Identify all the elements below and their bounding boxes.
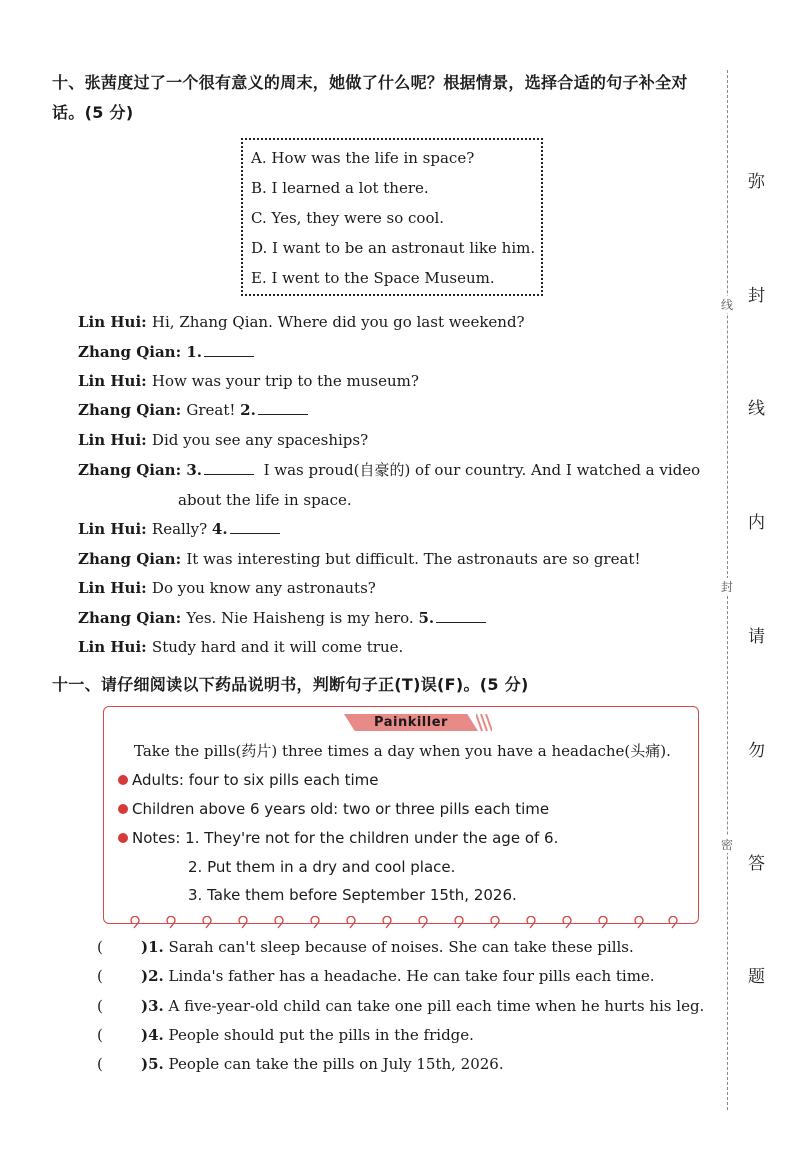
bullet-dot-icon	[118, 833, 128, 843]
dialog-line: Lin Hui: Hi, Zhang Qian. Where did you go last weekend?	[78, 313, 525, 331]
answer-blank[interactable]	[436, 608, 486, 623]
section-11-title: 十一、请仔细阅读以下药品说明书，判断句子正(T)误(F)。(5 分)	[52, 675, 529, 694]
judge-question	[97, 966, 655, 986]
option-d: D. I want to be an astronaut like him.	[251, 239, 536, 257]
answer-blank[interactable]	[258, 400, 308, 415]
question-text: Linda's father has a headache. He can take four pills each time.	[168, 967, 655, 985]
margin-char: 线	[748, 399, 765, 419]
blank-number: 2.	[240, 401, 256, 419]
bullet-dot-icon	[118, 775, 128, 785]
dialog-text: Hi, Zhang Qian. Where did you go last weekend?	[151, 313, 525, 331]
dialog-text: Yes. Nie Haisheng is my hero.	[186, 609, 419, 627]
seal-mark: 封	[720, 580, 733, 594]
answer-blank[interactable]	[204, 460, 254, 475]
answer-paren[interactable]: (	[97, 1055, 103, 1073]
judge-question	[97, 1054, 504, 1074]
answer-paren[interactable]: (	[97, 997, 103, 1015]
option-a: A. How was the life in space?	[251, 149, 475, 167]
question-number: )1.	[141, 938, 164, 956]
question-text: A five-year-old child can take one pill each time when he hurts his leg.	[168, 997, 705, 1015]
speaker-name: Lin Hui	[78, 638, 142, 656]
spiral-binding-decoration	[104, 916, 700, 930]
bullet-dot-icon	[118, 804, 128, 814]
dialog-text: How was your trip to the museum?	[151, 372, 419, 390]
notice-title: Painkiller	[374, 715, 448, 730]
dialog-line: Zhang Qian: 3. I was proud(自豪的) of our country. And I watched a video	[78, 461, 701, 479]
options-box	[241, 138, 543, 296]
speaker-name: Lin Hui	[78, 372, 142, 390]
blank-number: 1.	[186, 343, 203, 361]
blank-number: 4.	[211, 520, 228, 538]
question-text: People should put the pills in the fridge.	[168, 1026, 474, 1044]
dialog-line: Lin Hui: Did you see any spaceships?	[78, 431, 369, 449]
dialog-line: Zhang Qian: Yes. Nie Haisheng is my hero. 5.	[78, 608, 486, 628]
dialog-line: Zhang Qian: Great! 2.	[78, 400, 308, 420]
judge-question	[97, 937, 634, 957]
dialog-continuation: about the life in space.	[178, 491, 352, 509]
dialog-text: Do you know any astronauts?	[151, 579, 376, 597]
question-number: )2.	[141, 967, 164, 985]
dialog-text: Study hard and it will come true.	[151, 638, 404, 656]
question-number: )5.	[141, 1055, 164, 1073]
blank-number: 5.	[418, 609, 435, 627]
margin-char: 内	[748, 513, 765, 533]
dialog-line: Lin Hui: Study hard and it will come true.	[78, 638, 404, 656]
notice-intro: Take the pills(药片) three times a day when you have a headache(头痛).	[134, 742, 671, 760]
speaker-name: Zhang Qian	[78, 609, 176, 627]
notice-title-band	[344, 712, 490, 734]
bullet-text: Children above 6 years old: two or three pills each time	[132, 800, 550, 818]
dialog-text: Really?	[151, 520, 212, 538]
answer-blank[interactable]	[204, 342, 254, 357]
option-b: B. I learned a lot there.	[251, 179, 429, 197]
dialog-line: Zhang Qian: It was interesting but difficult. The astronauts are so great!	[78, 550, 641, 568]
judge-question	[97, 1025, 474, 1045]
answer-paren[interactable]: (	[97, 938, 103, 956]
speaker-name: Lin Hui	[78, 431, 142, 449]
question-number: )3.	[141, 997, 164, 1015]
speaker-name: Lin Hui	[78, 579, 142, 597]
dialog-line: Lin Hui: Really? 4.	[78, 519, 280, 539]
margin-char: 封	[748, 286, 765, 306]
judge-question	[97, 996, 704, 1016]
notice-note: 3. Take them before September 15th, 2026.	[188, 886, 517, 904]
blank-number: 3.	[186, 461, 203, 479]
notice-bullet	[118, 799, 549, 819]
speaker-name: Zhang Qian	[78, 461, 176, 479]
option-c: C. Yes, they were so cool.	[251, 209, 445, 227]
speaker-name: Lin Hui	[78, 313, 142, 331]
bullet-text: Adults: four to six pills each time	[132, 771, 379, 789]
dialog-line: Lin Hui: Do you know any astronauts?	[78, 579, 376, 597]
stripes-decoration	[476, 714, 492, 732]
question-text: People can take the pills on July 15th, 2026.	[168, 1055, 504, 1073]
question-number: )4.	[141, 1026, 164, 1044]
medicine-notice	[103, 706, 699, 924]
dialog-line: Zhang Qian: 1.	[78, 342, 254, 362]
option-e: E. I went to the Space Museum.	[251, 269, 495, 287]
dialog-text: I was proud(自豪的) of our country. And I watched a video	[263, 461, 701, 479]
speaker-name: Zhang Qian	[78, 343, 176, 361]
dialog-text: Did you see any spaceships?	[151, 431, 369, 449]
speaker-name: Zhang Qian	[78, 401, 176, 419]
notice-bullet	[118, 770, 379, 790]
margin-char: 题	[748, 967, 765, 987]
bullet-text: Notes: 1. They're not for the children under the age of 6.	[132, 829, 559, 847]
seal-mark: 线	[720, 298, 733, 312]
notice-bullet	[118, 828, 558, 848]
seal-mark: 密	[720, 838, 733, 852]
speaker-name: Zhang Qian	[78, 550, 176, 568]
question-text: Sarah can't sleep because of noises. She can take these pills.	[168, 938, 634, 956]
margin-char: 弥	[748, 172, 765, 192]
margin-char: 答	[748, 854, 765, 874]
notice-note: 2. Put them in a dry and cool place.	[188, 858, 456, 876]
dialog-line: Lin Hui: How was your trip to the museum?	[78, 372, 419, 390]
answer-blank[interactable]	[230, 519, 280, 534]
answer-paren[interactable]: (	[97, 967, 103, 985]
answer-paren[interactable]: (	[97, 1026, 103, 1044]
speaker-name: Lin Hui	[78, 520, 142, 538]
section-10-title: 十、张茜度过了一个很有意义的周末，她做了什么呢？根据情景，选择合适的句子补全对话。(5 分)	[52, 73, 688, 122]
dialog-text: Great!	[186, 401, 241, 419]
margin-char: 勿	[748, 741, 765, 761]
margin-char: 请	[748, 627, 765, 647]
dialog-text: It was interesting but difficult. The astronauts are so great!	[186, 550, 641, 568]
